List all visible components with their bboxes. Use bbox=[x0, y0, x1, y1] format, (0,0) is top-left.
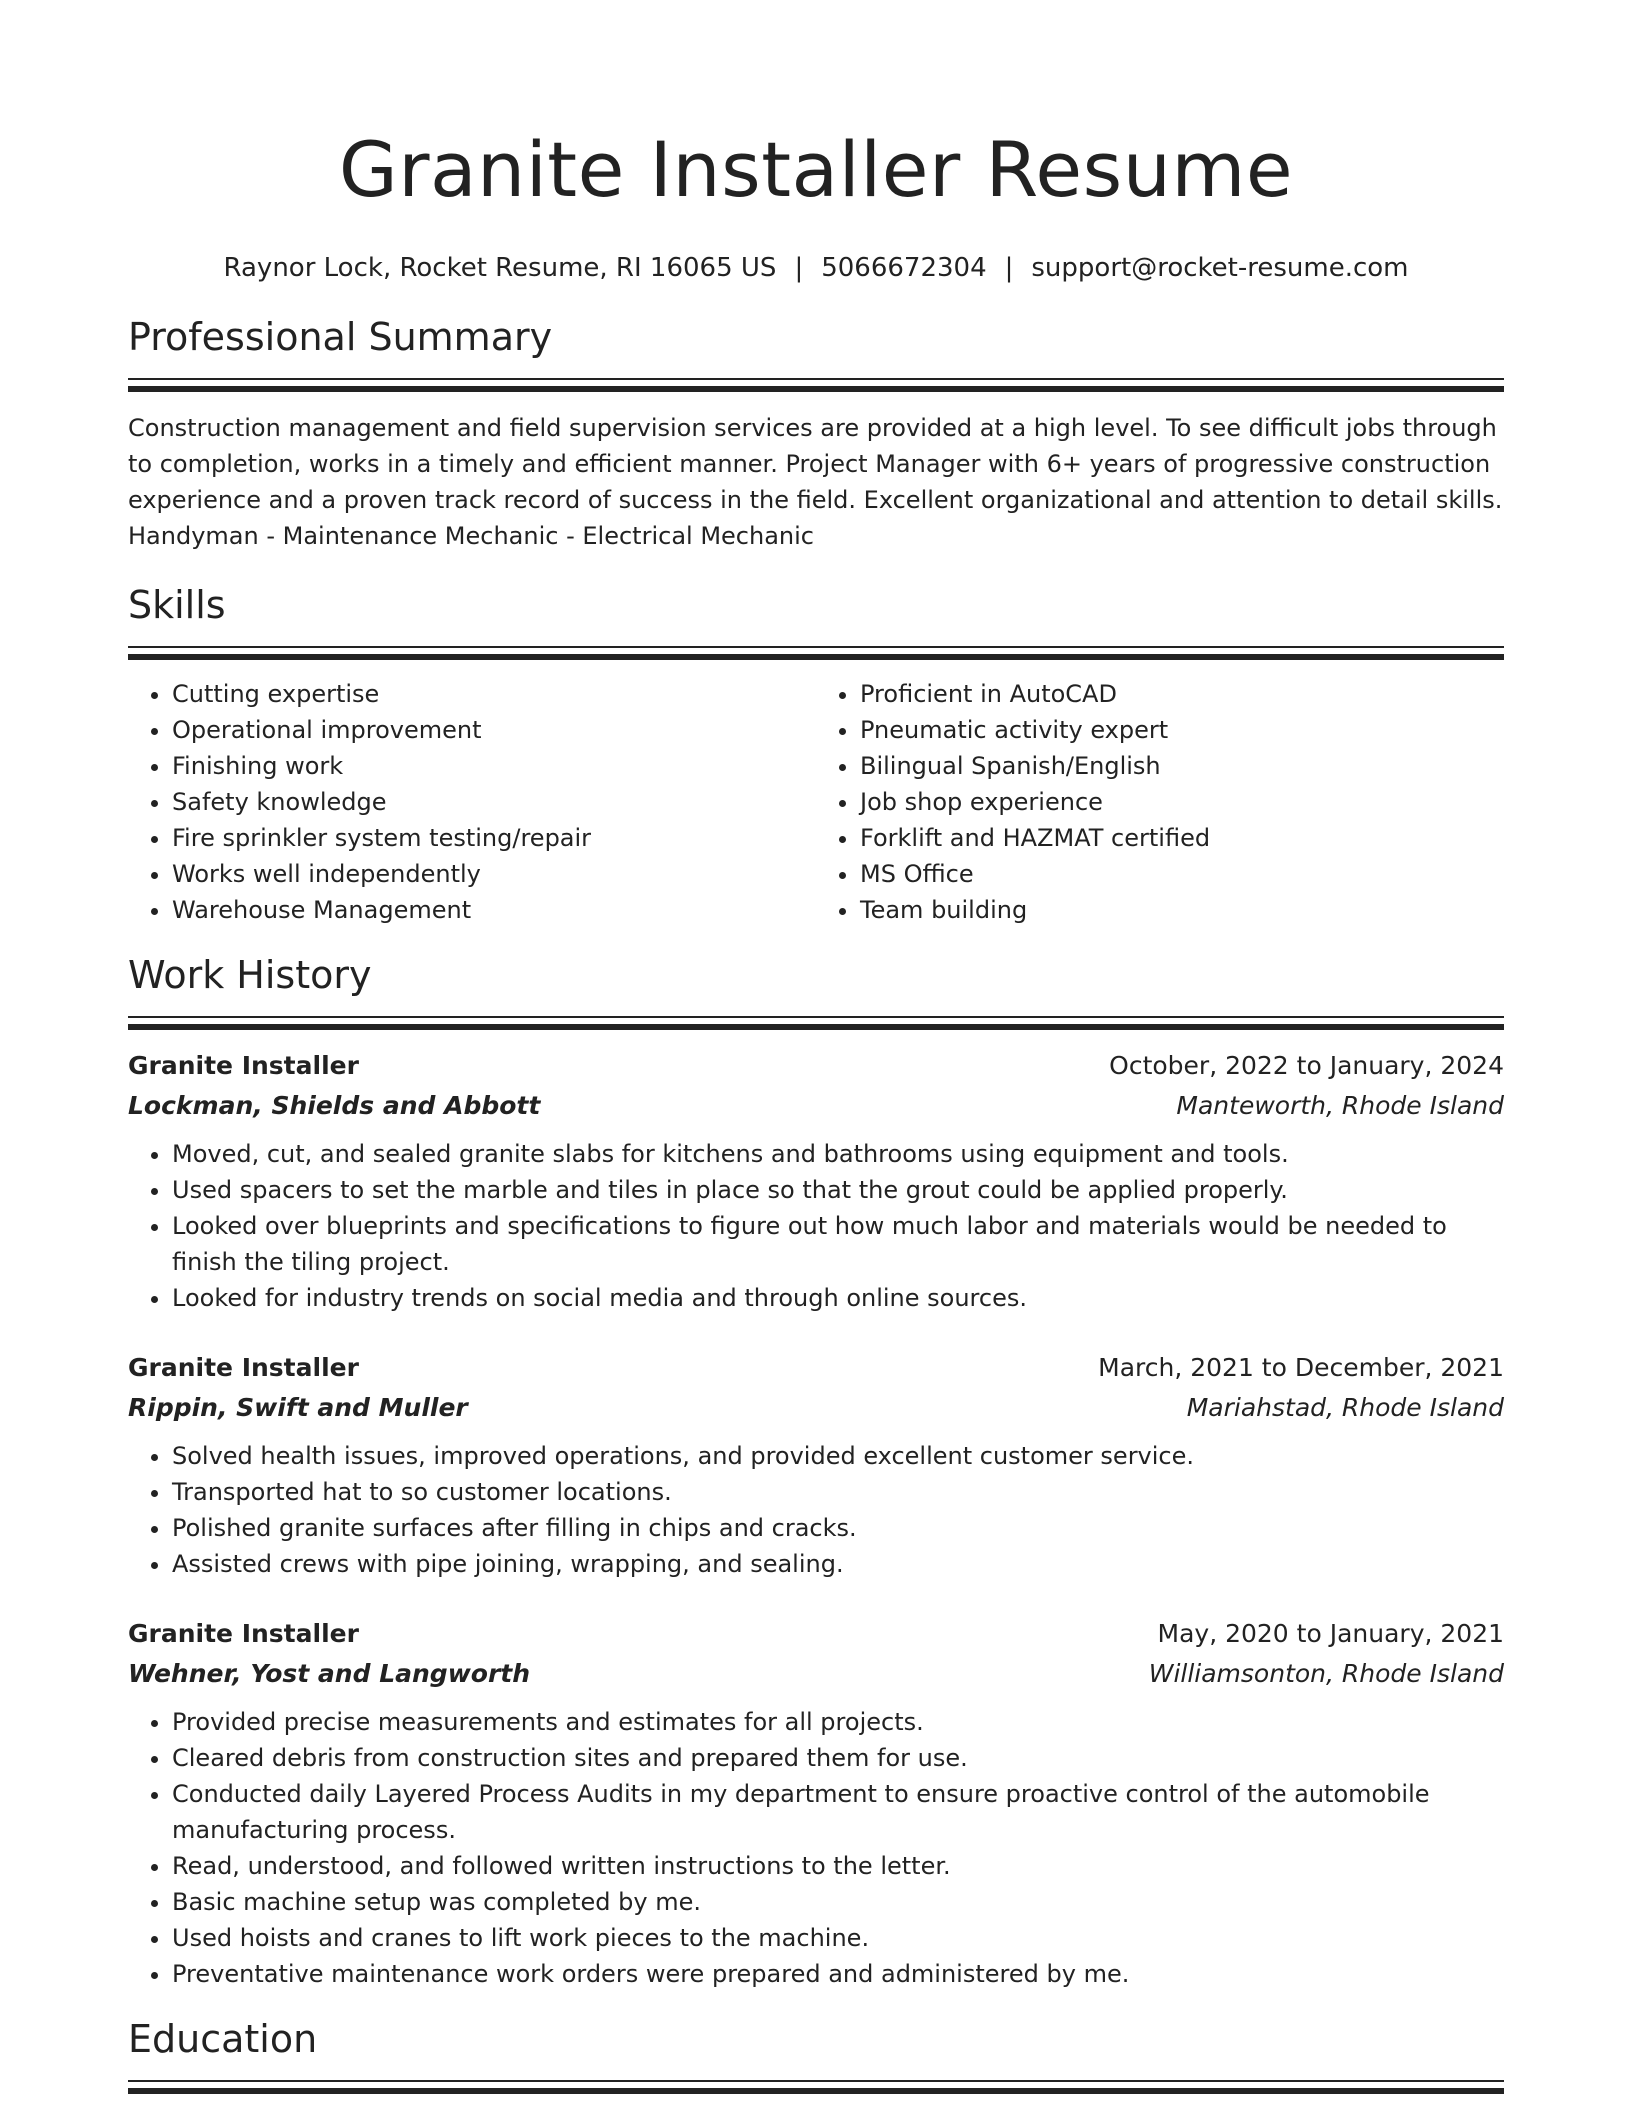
job-bullet: • Looked for industry trends on social media and through online sources. bbox=[172, 1280, 1504, 1316]
job-bullet: • Transported hat to so customer locations. bbox=[172, 1474, 1504, 1510]
job-company: Wehner, Yost and Langworth bbox=[128, 1659, 531, 1688]
job-bullet: • Used spacers to set the marble and tiles in place so that the grout could be applied properly. bbox=[172, 1172, 1504, 1208]
job-bullet: • Used hoists and cranes to lift work pieces to the machine. bbox=[172, 1920, 1504, 1956]
job-title: Granite Installer bbox=[128, 1051, 359, 1080]
job-bullet: • Provided precise measurements and estimates for all projects. bbox=[172, 1704, 1504, 1740]
job-company: Rippin, Swift and Muller bbox=[128, 1393, 468, 1422]
job-location: Mariahstad, Rhode Island bbox=[1186, 1393, 1504, 1422]
job-subheader bbox=[128, 1086, 1504, 1126]
job-bullet: • Looked over blueprints and specifications to figure out how much labor and materials would be needed to finish the tiling project. bbox=[172, 1208, 1504, 1280]
job-entry bbox=[128, 1348, 1504, 1582]
skills-section bbox=[128, 580, 1504, 928]
skill-item: • Fire sprinkler system testing/repair bbox=[172, 820, 816, 856]
contact-address: Raynor Lock, Rocket Resume, RI 16065 US bbox=[223, 253, 777, 283]
job-bullets bbox=[128, 1136, 1504, 1316]
skill-item: • Team building bbox=[860, 892, 1504, 928]
job-company: Lockman, Shields and Abbott bbox=[128, 1091, 541, 1120]
skills-columns bbox=[128, 676, 1504, 928]
contact-separator: | bbox=[1004, 253, 1014, 283]
skill-item: • Warehouse Management bbox=[172, 892, 816, 928]
section-rule bbox=[128, 1024, 1504, 1030]
contact-email: support@rocket-resume.com bbox=[1031, 253, 1409, 283]
job-title: Granite Installer bbox=[128, 1353, 359, 1382]
skills-list-left bbox=[128, 676, 816, 928]
skills-list-right bbox=[816, 676, 1504, 928]
skill-item: • Pneumatic activity expert bbox=[860, 712, 1504, 748]
education-section bbox=[128, 2014, 1504, 2094]
job-bullets bbox=[128, 1704, 1504, 1992]
skill-item: • Forklift and HAZMAT certified bbox=[860, 820, 1504, 856]
summary-text-block bbox=[128, 410, 1504, 554]
skill-item: • Safety knowledge bbox=[172, 784, 816, 820]
work-history-heading: Work History bbox=[128, 953, 372, 997]
job-bullet: • Moved, cut, and sealed granite slabs for kitchens and bathrooms using equipment and tools. bbox=[172, 1136, 1504, 1172]
skill-item: • Job shop experience bbox=[860, 784, 1504, 820]
job-location: Williamsonton, Rhode Island bbox=[1148, 1659, 1504, 1688]
job-dates: May, 2020 to January, 2021 bbox=[1157, 1619, 1504, 1648]
job-bullet: • Polished granite surfaces after filling in chips and cracks. bbox=[172, 1510, 1504, 1546]
job-bullet: • Preventative maintenance work orders were prepared and administered by me. bbox=[172, 1956, 1504, 1992]
education-heading: Education bbox=[128, 2017, 318, 2061]
job-title: Granite Installer bbox=[128, 1619, 359, 1648]
section-rule bbox=[128, 1016, 1504, 1018]
summary-text: Construction management and field supervision services are provided at a high level. To see difficult jobs through to completion, works in a timely and efficient manner. Project Manager with 6+ years of progressive construction experience and a proven track record of success in the field. Excellent organizational and attention to detail skills. Handyman - Maintenance Mechanic - Electrical Mechanic bbox=[128, 414, 1503, 550]
skill-item: • Operational improvement bbox=[172, 712, 816, 748]
skill-item: • Proficient in AutoCAD bbox=[860, 676, 1504, 712]
section-rule bbox=[128, 2080, 1504, 2082]
job-header bbox=[128, 1348, 1504, 1388]
job-subheader bbox=[128, 1388, 1504, 1428]
job-header bbox=[128, 1046, 1504, 1086]
section-rule bbox=[128, 2088, 1504, 2094]
contact-phone: 5066672304 bbox=[821, 253, 987, 283]
job-bullet: • Read, understood, and followed written instructions to the letter. bbox=[172, 1848, 1504, 1884]
section-rule bbox=[128, 378, 1504, 380]
job-bullet: • Solved health issues, improved operations, and provided excellent customer service. bbox=[172, 1438, 1504, 1474]
skill-item: • Cutting expertise bbox=[172, 676, 816, 712]
skill-item: • Finishing work bbox=[172, 748, 816, 784]
skills-heading: Skills bbox=[128, 583, 226, 627]
section-rule bbox=[128, 654, 1504, 660]
job-bullet: • Conducted daily Layered Process Audits in my department to ensure proactive control of the automobile manufacturing process. bbox=[172, 1776, 1504, 1848]
page-title: Granite Installer Resume bbox=[338, 125, 1294, 214]
skill-item: • Bilingual Spanish/English bbox=[860, 748, 1504, 784]
contact-line bbox=[128, 250, 1504, 286]
job-bullets bbox=[128, 1438, 1504, 1582]
job-entry bbox=[128, 1614, 1504, 1992]
contact-separator: | bbox=[794, 253, 804, 283]
skill-item: • Works well independently bbox=[172, 856, 816, 892]
job-bullet: • Assisted crews with pipe joining, wrapping, and sealing. bbox=[172, 1546, 1504, 1582]
section-rule bbox=[128, 386, 1504, 392]
work-history-section bbox=[128, 950, 1504, 1992]
summary-heading: Professional Summary bbox=[128, 315, 553, 359]
skill-item: • MS Office bbox=[860, 856, 1504, 892]
job-dates: October, 2022 to January, 2024 bbox=[1109, 1051, 1504, 1080]
section-rule bbox=[128, 646, 1504, 648]
job-subheader bbox=[128, 1654, 1504, 1694]
job-bullet: • Cleared debris from construction sites and prepared them for use. bbox=[172, 1740, 1504, 1776]
job-entry bbox=[128, 1046, 1504, 1316]
summary-section bbox=[128, 312, 1504, 554]
job-header bbox=[128, 1614, 1504, 1654]
job-location: Manteworth, Rhode Island bbox=[1176, 1091, 1504, 1120]
job-dates: March, 2021 to December, 2021 bbox=[1098, 1353, 1504, 1382]
job-bullet: • Basic machine setup was completed by me. bbox=[172, 1884, 1504, 1920]
